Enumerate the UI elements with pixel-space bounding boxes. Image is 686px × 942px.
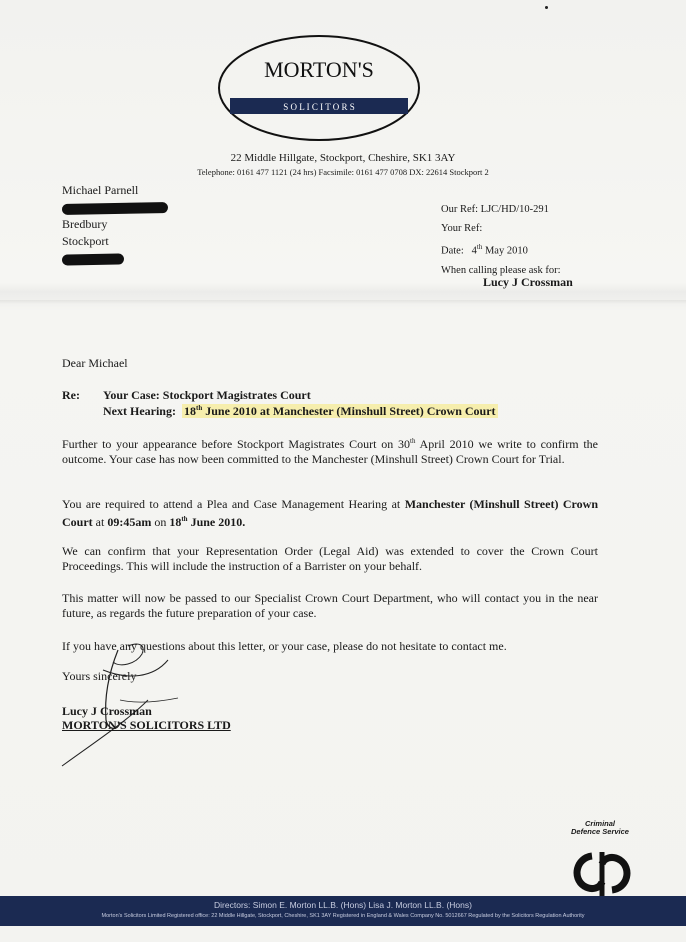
paper-fold	[0, 300, 686, 304]
paragraph-questions: If you have any questions about this letter, or your case, please do not hesitate to contact me.	[62, 639, 507, 653]
next-hearing-highlight: 18th June 2010 at Manchester (Minshull Street) Crown Court	[183, 404, 496, 418]
firm-name: MORTON'S SOLICITORS LTD	[62, 718, 231, 732]
footer-bar	[0, 896, 686, 926]
paragraph-department: This matter will now be passed to our Specialist Crown Court Department, who will contact you in the near future, as regards the future preparation of your case.	[62, 591, 598, 620]
redacted-street	[62, 202, 168, 215]
re-label: Re:	[62, 388, 80, 402]
contact-name: Lucy J Crossman	[483, 275, 573, 289]
speck	[545, 6, 548, 9]
paragraph-outcome: Further to your appearance before Stockport Magistrates Court on 30th April 2010 we write to confirm the outcome. Your case has now been committed to the Manchester (Minshull Street) Crown Court for Trial.	[62, 437, 598, 466]
closing: Yours sincerely	[62, 669, 137, 683]
signer-name: Lucy J Crossman	[62, 704, 152, 718]
logo-subtitle: S O L I C I T O R S	[283, 102, 355, 112]
reference-block	[441, 200, 561, 280]
calling-note: When calling please ask for:	[441, 264, 561, 276]
logo-name: MORTON'S	[264, 57, 374, 82]
letter-date: Date: 4th May 2010	[441, 243, 528, 257]
mortons-logo	[216, 33, 422, 143]
next-hearing: Next Hearing: 18th June 2010 at Manchester (Minshull Street) Crown Court	[103, 404, 496, 418]
paragraph-hearing: You are required to attend a Plea and Case Management Hearing at Manchester (Minshull Street) Crown Court at 09:45am on 18th June 2010.	[62, 497, 599, 529]
recipient-block	[62, 182, 168, 267]
our-ref: Our Ref: LJC/HD/10-291	[441, 204, 549, 215]
recipient-town: Bredbury	[62, 217, 108, 231]
firm-contact: Telephone: 0161 477 1121 (24 hrs) Facsimile: 0161 477 0708 DX: 22614 Stockport 2	[197, 167, 489, 177]
footer-registration: Morton's Solicitors Limited Registered office: 22 Middle Hillgate, Stockport, Cheshire, SK1 3AY Registered in England & Wales Company No. 5012667 Regulated by the Solicitors Regulation Authority	[101, 913, 585, 919]
footer-directors: Directors: Simon E. Morton LL.B. (Hons) Lisa J. Morton LL.B. (Hons)	[214, 900, 472, 910]
recipient-name: Michael Parnell	[62, 183, 139, 197]
cds-label: Criminal Defence Service	[571, 819, 629, 836]
re-case: Your Case: Stockport Magistrates Court	[103, 388, 311, 402]
salutation: Dear Michael	[62, 356, 128, 370]
your-ref: Your Ref:	[441, 223, 483, 234]
criminal-defence-service-logo	[562, 818, 642, 908]
recipient-city: Stockport	[62, 234, 109, 248]
redacted-postcode	[62, 253, 124, 265]
firm-address: 22 Middle Hillgate, Stockport, Cheshire, SK1 3AY	[230, 152, 456, 164]
paragraph-legal-aid: We can confirm that your Representation Order (Legal Aid) was extended to cover the Crown Court Proceedings. This will include the instruction of a Barrister on your behalf.	[62, 544, 598, 573]
